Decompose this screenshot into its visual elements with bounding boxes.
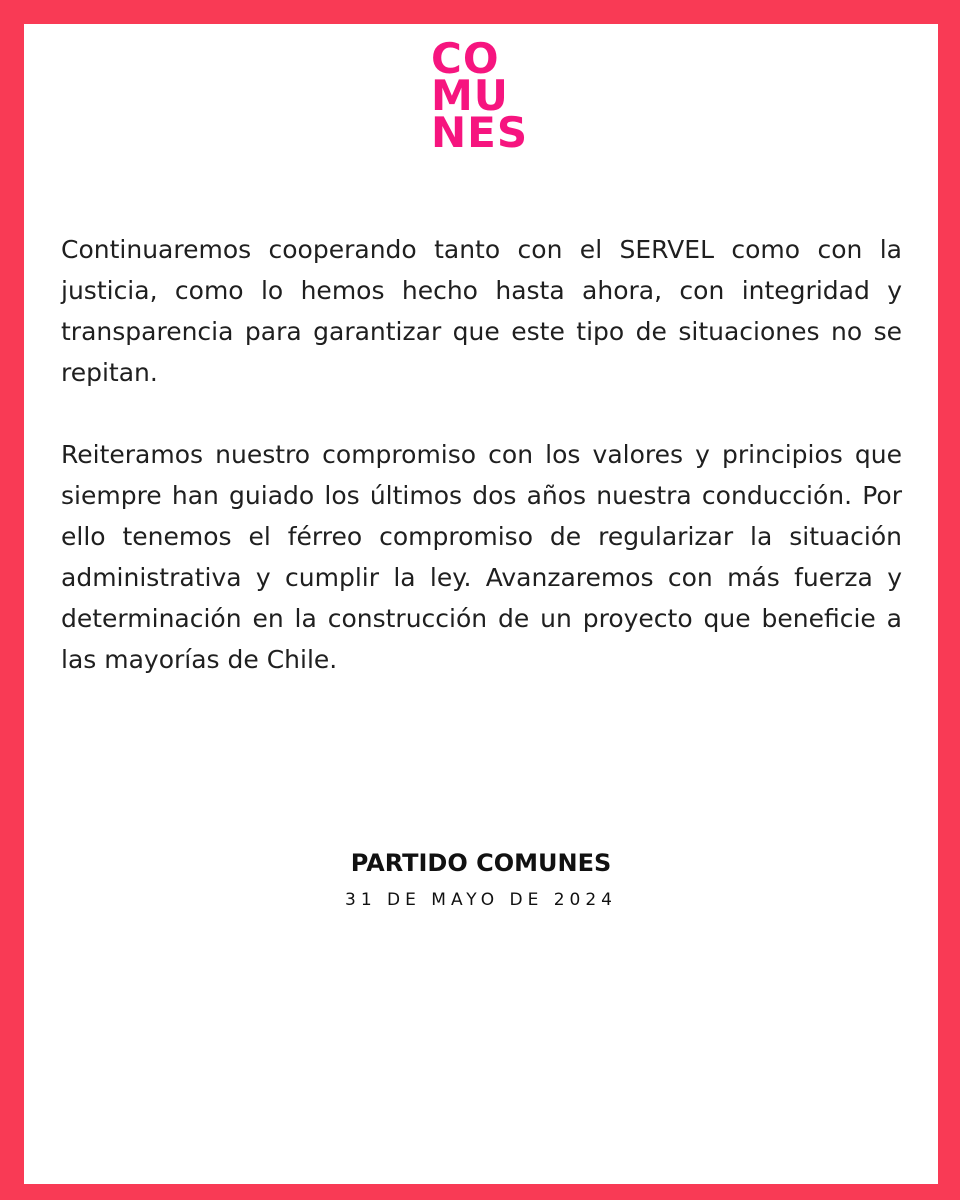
logo-line: CO xyxy=(431,34,500,83)
statement-paragraph: Continuaremos cooperando tanto con el SERVEL como con la justicia, como lo hemos hecho hasta ahora, con integridad y transparencia para garantizar que este tipo de situaciones no se repitan. xyxy=(61,235,902,387)
logo-line: NES xyxy=(431,108,529,157)
statement-date: 31 DE MAYO DE 2024 xyxy=(345,890,617,910)
signature-block xyxy=(24,847,938,912)
comunes-logo xyxy=(431,34,541,157)
statement-paragraph: Reiteramos nuestro compromiso con los valores y principios que siempre han guiado los últimos dos años nuestra conducción. Por ello tenemos el férreo compromiso de regularizar la situación administrativa y cumplir la ley. Avanzaremos con más fuerza y determinación en la construcción de un proyecto que beneficie a las mayorías de Chile. xyxy=(61,440,902,674)
statement-body xyxy=(61,229,902,721)
statement-card xyxy=(24,24,938,1184)
logo-line: MU xyxy=(431,71,509,120)
party-name: PARTIDO COMUNES xyxy=(350,849,612,877)
